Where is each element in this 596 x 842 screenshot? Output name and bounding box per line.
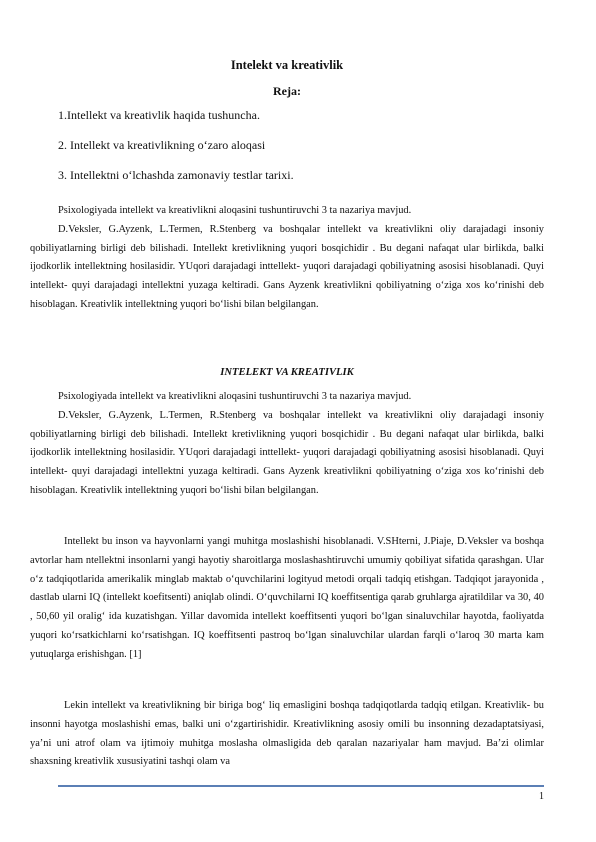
intro-paragraph-2: D.Veksler, G.Ayzenk, L.Termen, R.Stenberg va boshqalar intellekt va kreativlikni oliy darajadagi insoniy qobiliyatlarning birligi deb bilishadi. Intellekt kretivlikning yuqori bosqichidir . Bu degani nafaqat ular birlikda, balki ijodkorlik intellektning hosilasidir. YUqori darajadagi inttellekt- yuqori darajadagi qobiliyatning asosisi hisoblanadi. Quyi intellekt- quyi darajadagi intellektni yuzaga keltiradi. Gans Ayzenk kreativlikni qobiliyatning o‘ziga xos ko‘rinishi deb hisoblagan. Kreativlik intellektning yuqori bo‘lishi bilan belgilangan. [30, 223, 544, 310]
plan-item-1: 1.Intellekt va kreativlik haqida tushuncha. [58, 108, 260, 122]
section-text [30, 388, 544, 501]
intro-text [30, 202, 544, 315]
footer-rule [58, 785, 544, 787]
section-paragraph-3: Intellekt bu inson va hayvonlarni yangi muhitga moslashishi hisoblanadi. V.SHterni, J.Piaje, D.Veksler va boshqa avtorlar ham ntellektni insonlarni yangi hayotiy sharoitlarga moslashashtiruvchi umumiy qobiliyat sifatida qarashgan. Ular o‘z tadqiqotlarida amerikalik minglab maktab o‘quvchilarini logityud metodi orqali tadqiq etishgan. Tadqiqot jarayonida , dastlab ularni IQ (intellekt koefitsenti) aniqlab olindi. O‘quvchilarni IQ koeffitsentiga qarab gruhlarga ajratildilar va 30, 40 , 50,60 yil oralig‘ ida kuzatishgan. Yillar davomida intellekt koeffitsenti yuqori bo‘lgan sinaluvchilar hayotda, faoliyatda yuqori ko‘rsatkichlarni ko‘rsatishgan. IQ koeffitsenti pastroq bo‘lgan sinaluvchilar ulardan farqli o‘laroq 30 marta kam yutuqlarga erishishgan. [1] [30, 536, 544, 660]
plan-item-2: 2. Intellekt va kreativlikning o‘zaro aloqasi [58, 138, 266, 152]
intro-paragraph-1: Psixologiyada intellekt va kreativlikni aloqasini tushuntiruvchi 3 ta nazariya mavjud. [58, 205, 412, 216]
section-paragraph-1: Psixologiyada intellekt va kreativlikni aloqasini tushuntiruvchi 3 ta nazariya mavjud. [58, 391, 412, 402]
section-paragraph-2: D.Veksler, G.Ayzenk, L.Termen, R.Stenberg va boshqalar intellekt va kreativlikni oliy darajadagi insoniy qobiliyatlarning birligi deb bilishadi. Intellekt kretivlikning yuqori bosqichidir . Bu degani nafaqat ular birlikda, balki ijodkorlik intellektning hosilasidir. YUqori darajadagi inttellekt- yuqori darajadagi qobiliyatning asosisi hisoblanadi. Quyi intellekt- quyi darajadagi intellektni yuzaga keltiradi. Gans Ayzenk kreativlikni qobiliyatning o‘ziga xos ko‘rinishi deb hisoblagan. Kreativlik intellektning yuqori bo‘lishi bilan belgilangan. [30, 409, 544, 496]
section-heading: INTELEKT VA KREATIVLIK [220, 367, 354, 378]
plan-item-3: 3. Intellektni o‘lchashda zamonaviy testlar tarixi. [58, 168, 294, 182]
document-title: Intelekt va kreativlik [230, 58, 344, 72]
page-number: 1 [539, 791, 544, 802]
section-paragraph-4: Lekin intellekt va kreativlikning bir biriga bog‘ liq emasligini boshqa tadqiqotlarda tadqiq etilgan. Kreativlik- bu insonni hayotga moslashishi emas, balki uni o‘zgartirishidir. Kreativlikning asosiy omili bu insonning dezadaptatsiyasi, ya’ni uni atrof olam va ijtimoiy muhitga moslasha olmasligida deb qaralan nazariyalar ham mavjud. Ba’zi olimlar shaxsning kreativlik xususiyatini tashqi olam va [30, 700, 544, 768]
plan-heading: Reja: [273, 84, 301, 98]
